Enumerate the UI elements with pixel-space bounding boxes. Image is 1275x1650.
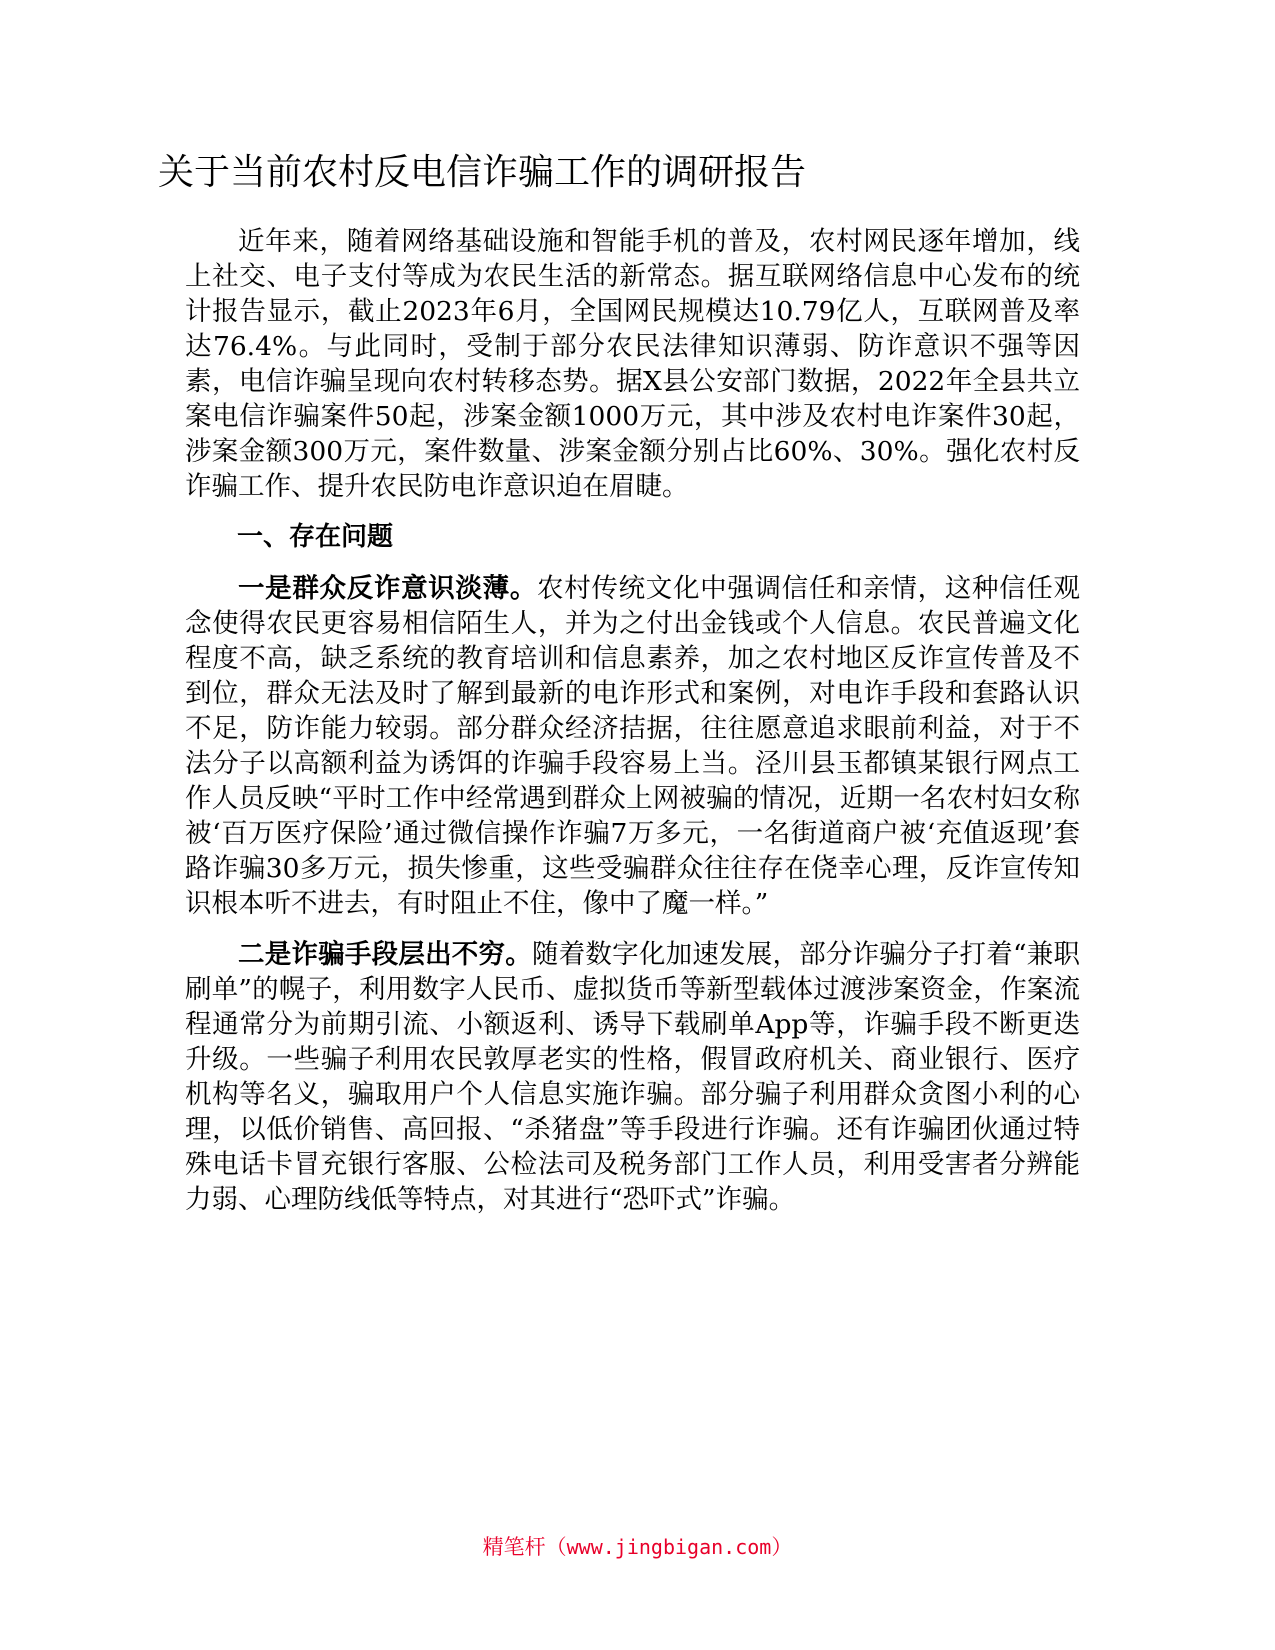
footer-watermark (0, 1533, 1275, 1561)
document-title: 关于当前农村反电信诈骗工作的调研报告 (158, 152, 807, 193)
problem-paragraph-2 (185, 937, 1080, 1217)
intro-paragraph: 近年来，随着网络基础设施和智能手机的普及，农村网民逐年增加，线上社交、电子支付等成为农民生活的新常态。据互联网络信息中心发布的统计报告显示，截止2023年6月，全国网民规模达10.79亿人，互联网普及率达76.4%。与此同时，受制于部分农民法律知识薄弱、防诈意识不强等因素，电信诈骗呈现向农村转移态势。据X县公安部门数据，2022年全县共立案电信诈骗案件50起，涉案金额1000万元，其中涉及农村电诈案件30起，涉案金额300万元，案件数量、涉案金额分别占比60%、30%。强化农村反诈骗工作、提升农民防电诈意识迫在眉睫。 (185, 226, 1080, 502)
problem-paragraph-1 (185, 571, 1080, 921)
problem-2-lead: 二是诈骗手段层出不穷。 (238, 939, 532, 970)
problem-2-text: 随着数字化加速发展，部分诈骗分子打着“兼职刷单”的幌子，利用数字人民币、虚拟货币等新型载体过渡涉案资金，作案流程通常分为前期引流、小额返利、诱导下载刷单App等，诈骗手段不断更迭升级。一些骗子利用农民敦厚老实的性格，假冒政府机关、商业银行、医疗机构等名义，骗取用户个人信息实施诈骗。部分骗子利用群众贪图小利的心理，以低价销售、高回报、“杀猪盘”等手段进行诈骗。还有诈骗团伙通过特殊电话卡冒充银行客服、公检法司及税务部门工作人员，利用受害者分辨能力弱、心理防线低等特点，对其进行“恐吓式”诈骗。 (185, 939, 1080, 1215)
footer-open-paren: （ (545, 1535, 567, 1559)
document-body (185, 224, 1080, 1233)
problem-1-text: 农村传统文化中强调信任和亲情，这种信任观念使得农民更容易相信陌生人，并为之付出金钱或个人信息。农民普遍文化程度不高，缺乏系统的教育培训和信息素养，加之农村地区反诈宣传普及不到位，群众无法及时了解到最新的电诈形式和案例，对电诈手段和套路认识不足，防诈能力较弱。部分群众经济拮据，往往愿意追求眼前利益，对于不法分子以高额利益为诱饵的诈骗手段容易上当。泾川县玉都镇某银行网点工作人员反映“平时工作中经常遇到群众上网被骗的情况，近期一名农村妇女称被‘百万医疗保险’通过微信操作诈骗7万多元，一名街道商户被‘充值返现’套路诈骗30多万元，损失惨重，这些受骗群众往往存在侥幸心理，反诈宣传知识根本听不进去，有时阻止不住，像中了魔一样。” (185, 573, 1081, 919)
problem-1-lead: 一是群众反诈意识淡薄。 (238, 573, 538, 604)
footer-site-name: 精笔杆 (482, 1535, 546, 1559)
footer-url-link[interactable]: www.jingbigan.com (566, 1535, 772, 1559)
section-heading-problems: 一、存在问题 (237, 522, 394, 552)
footer-close-paren: ） (771, 1535, 793, 1559)
